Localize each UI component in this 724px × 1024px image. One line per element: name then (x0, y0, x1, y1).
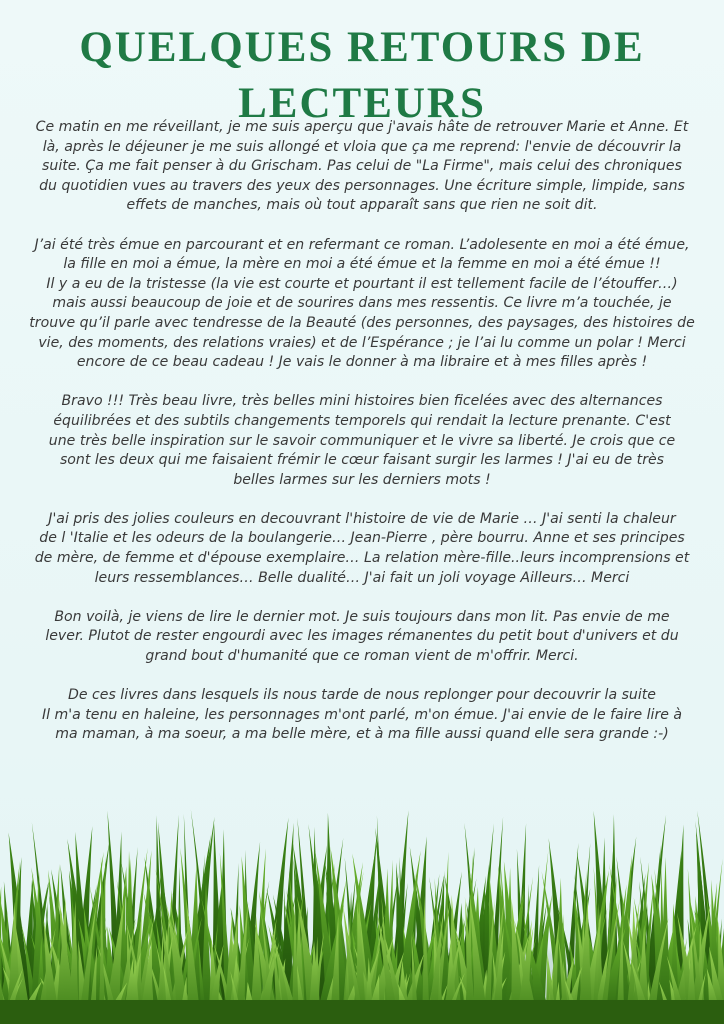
review-line: sont les deux qui me faisaient frémir le cœur faisant surgir les larmes ! J'ai eu de très (59, 452, 665, 469)
review-line: trouve qu’il parle avec tendresse de la Beauté (des personnes, des paysages, des histoires de (29, 314, 695, 331)
review-line: De ces livres dans lesquels ils nous tarde de nous replonger pour decouvrir la suite (68, 687, 656, 704)
review-line: mais aussi beaucoup de joie et de sourires dans mes ressentis. Ce livre m’a touchée, je (52, 295, 672, 312)
review-line: belles larmes sur les derniers mots ! (233, 471, 491, 488)
review-line: encore de ce beau cadeau ! Je vais le donner à ma libraire et à mes filles après ! (76, 354, 648, 371)
review-line: là, après le déjeuner je me suis allongé et vloia que ça me reprend: l'envie de découvrir la (42, 138, 682, 155)
review-line: grand bout d'humanité que ce roman vient de m'offrir. Merci. (145, 648, 579, 665)
review-4 (24, 510, 700, 588)
review-line: de l 'Italie et les odeurs de la boulangerie… Jean-Pierre , père bourru. Anne et ses principes (39, 530, 685, 547)
review-line: de mère, de femme et d'épouse exemplaire… La relation mère-fille..leurs incomprensions et (34, 550, 690, 567)
grass-base (0, 1000, 724, 1024)
review-line: leurs ressemblances… Belle dualité… J'ai fait un joli voyage Ailleurs… Merci (94, 569, 630, 586)
review-line: effets de manches, mais où tout apparaît sans que rien ne soit dit. (126, 197, 598, 214)
review-line: Il m'a tenu en haleine, les personnages m'ont parlé, m'on émue. J'ai envie de le faire lire à (41, 706, 683, 723)
review-1 (24, 118, 700, 216)
review-line: du quotidien vues au travers des yeux des personnages. Une écriture simple, limpide, sans (39, 177, 685, 194)
page-title: QUELQUES RETOURS DE LECTEURS (79, 24, 645, 127)
review-2 (24, 236, 700, 373)
review-5 (24, 608, 700, 667)
review-line: Bravo !!! Très beau livre, très belles mini histoires bien ficelées avec des alternances (61, 393, 663, 410)
review-line: lever. Plutot de rester engourdi avec les images rémanentes du petit bout d'univers et du (45, 628, 679, 645)
review-line: Bon voilà, je viens de lire le dernier mot. Je suis toujours dans mon lit. Pas envie de me (54, 608, 670, 625)
review-line: J'ai pris des jolies couleurs en decouvrant l'histoire de vie de Marie … J'ai senti la chaleur (48, 510, 676, 527)
review-line: la fille en moi a émue, la mère en moi a été émue et la femme en moi a été émue !! (63, 256, 661, 273)
review-line: une très belle inspiration sur le savoir communiquer et le vivre sa liberté. Je crois que ce (48, 432, 676, 449)
review-6 (24, 686, 700, 745)
review-line: ma maman, à ma soeur, a ma belle mère, et à ma fille aussi quand elle sera grande :-) (55, 726, 669, 743)
review-3 (24, 392, 700, 490)
grass-border-illustration (0, 804, 724, 1024)
reviews-list (24, 118, 700, 765)
review-line: Ce matin en me réveillant, je me suis aperçu que j'avais hâte de retrouver Marie et Anne. Et (35, 119, 689, 135)
review-line: suite. Ça me fait penser à du Grischam. Pas celui de "La Firme", mais celui des chroniques (42, 158, 682, 175)
review-line: J’ai été très émue en parcourant et en refermant ce roman. L’adolesente en moi a été émue, (34, 236, 690, 253)
review-line: équilibrées et des subtils changements temporels qui rendait la lecture prenante. C'est (53, 412, 671, 429)
review-line: vie, des moments, des relations vraies) et de l’Espérance ; je l’ai lu comme un polar ! Merci (38, 334, 686, 351)
review-line: Il y a eu de la tristesse (la vie est courte et pourtant il est tellement facile de l’étouffer…) (46, 275, 678, 292)
